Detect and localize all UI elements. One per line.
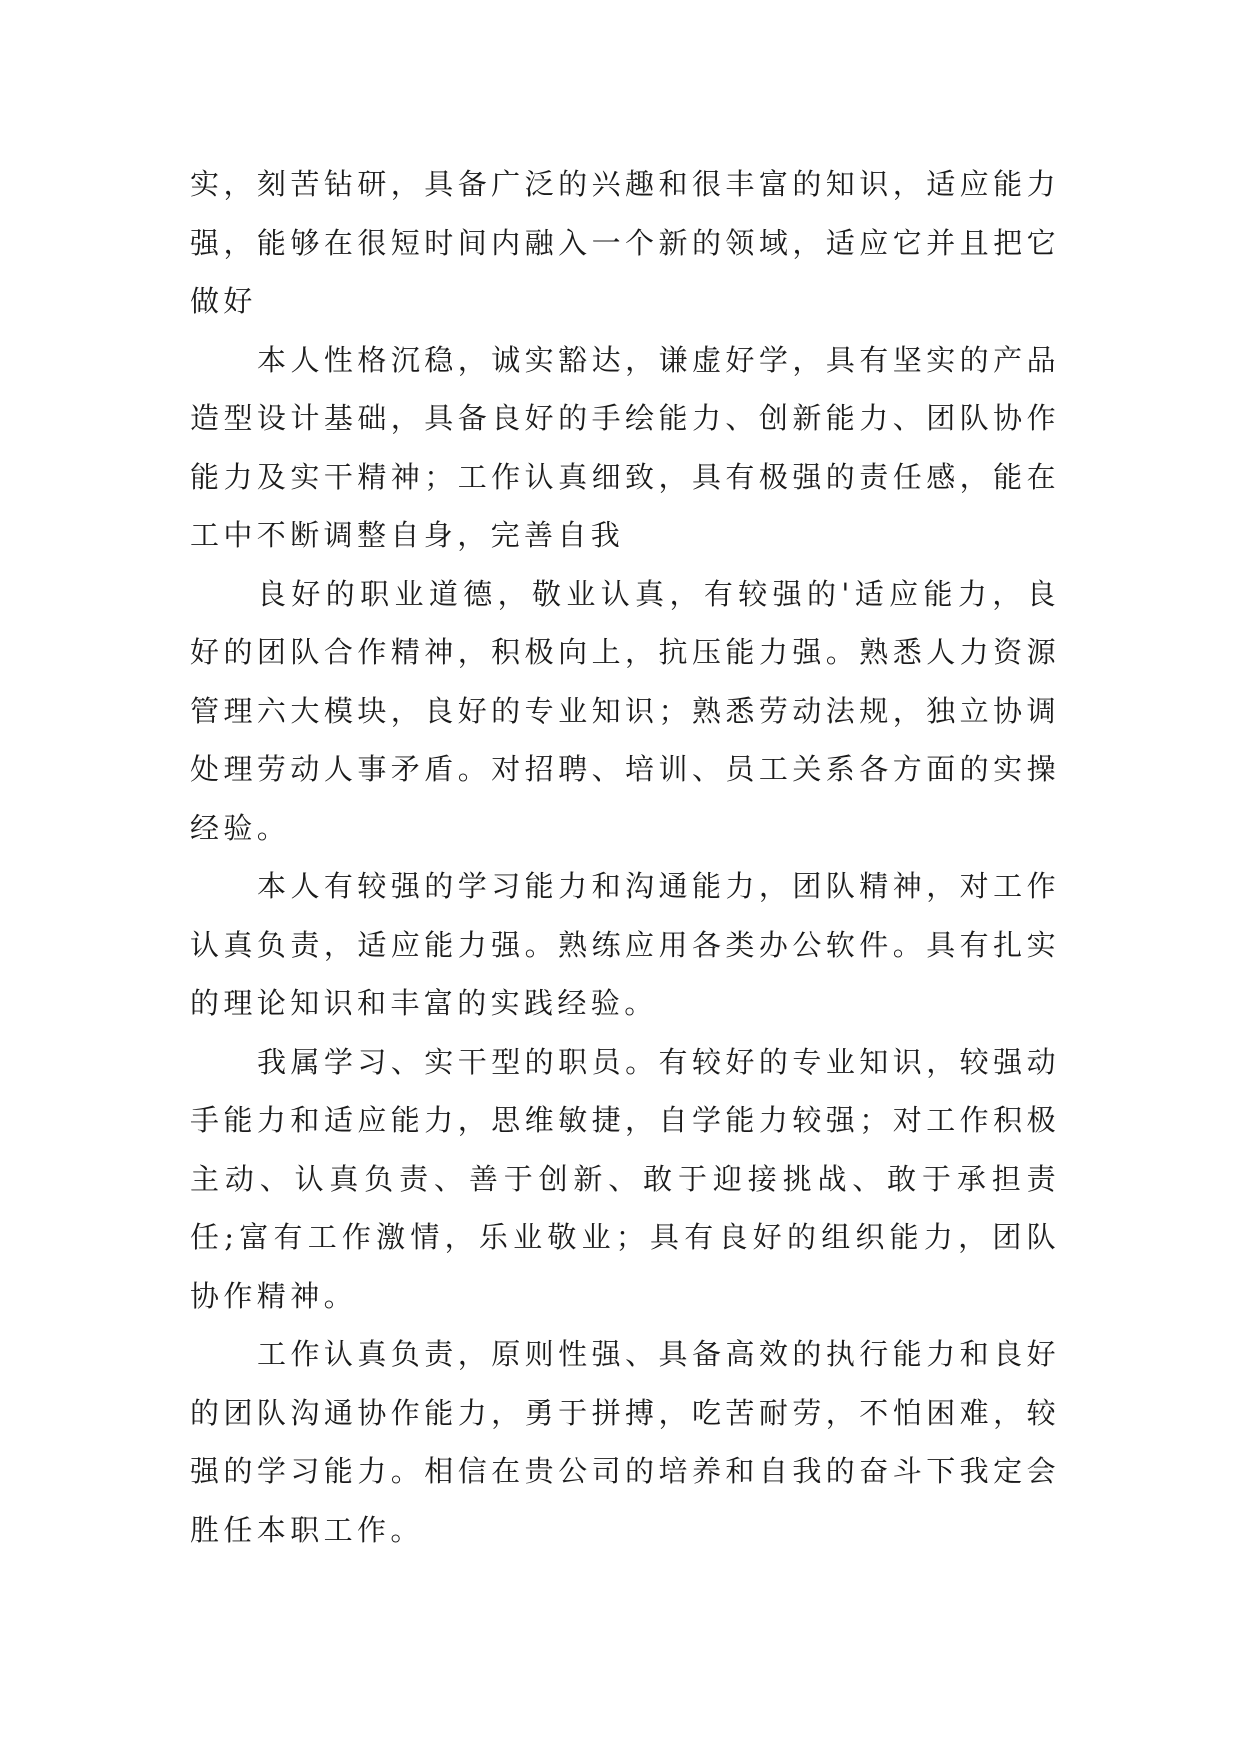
paragraph-learning-ability: 本人有较强的学习能力和沟通能力，团队精神，对工作认真负责，适应能力强。熟练应用各类办公软件。具有扎实的理论知识和丰富的实践经验。 [190,869,1060,1020]
paragraph-responsibility: 工作认真负责，原则性强、具备高效的执行能力和良好的团队沟通协作能力，勇于拼搏，吃苦耐劳，不怕困难，较强的学习能力。相信在贵公司的培养和自我的奋斗下我定会胜任本职工作。 [190,1337,1060,1547]
paragraph-personality: 本人性格沉稳，诚实豁达，谦虚好学，具有坚实的产品造型设计基础，具备良好的手绘能力、创新能力、团队协作能力及实干精神；工作认真细致，具有极强的责任感，能在工中不断调整自身，完善自我 [190,342,1060,552]
paragraph-practical-type: 我属学习、实干型的职员。有较好的专业知识，较强动手能力和适应能力，思维敏捷，自学能力较强；对工作积极主动、认真负责、善于创新、敢于迎接挑战、敢于承担责任;富有工作激情，乐业敬业；具有良好的组织能力，团队协作精神。 [190,1044,1060,1313]
paragraph-professional-ethics: 良好的职业道德，敬业认真，有较强的'适应能力，良好的团队合作精神，积极向上，抗压能力强。熟悉人力资源管理六大模块，良好的专业知识；熟悉劳动法规，独立协调处理劳动人事矛盾。对招聘、培训、员工关系各方面的实操经验。 [190,576,1060,845]
document-body [190,155,1060,1559]
paragraph-continued: 实，刻苦钻研，具备广泛的兴趣和很丰富的知识，适应能力强，能够在很短时间内融入一个新的领域，适应它并且把它做好 [190,167,1060,318]
